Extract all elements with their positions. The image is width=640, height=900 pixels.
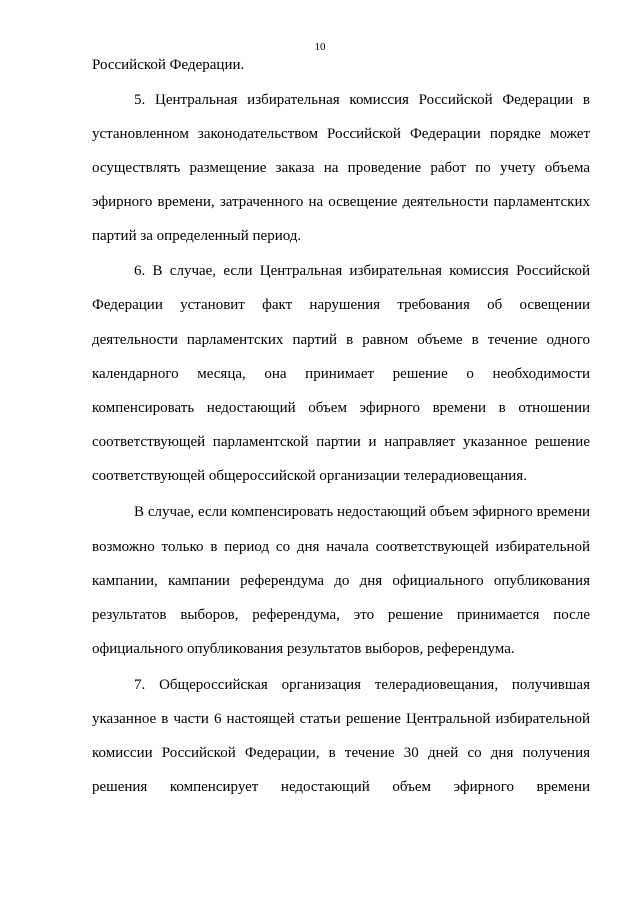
text-line: календарного месяца, она принимает решение о необходимости (92, 366, 590, 382)
text-line: решения компенсирует недостающий объем эфирного времени (92, 779, 590, 795)
text-line: эфирного времени, затраченного на освещение деятельности парламентских (92, 194, 590, 210)
paragraph-6-second-first-line: В случае, если компенсировать недостающий объем эфирного времени (134, 504, 590, 520)
paragraph-6-first-line: 6. В случае, если Центральная избирательная комиссия Российской (134, 263, 590, 279)
text-line: возможно только в период со дня начала соответствующей избирательной (92, 539, 590, 555)
text-line: компенсировать недостающий объем эфирного времени в отношении (92, 400, 590, 416)
text-line: соответствующей парламентской партии и направляет указанное решение (92, 434, 590, 450)
text-line: Федерации установит факт нарушения требования об освещении (92, 297, 590, 313)
text-line: деятельности парламентских партий в равном объеме в течение одного (92, 332, 590, 348)
text-line: установленном законодательством Российской Федерации порядке может (92, 126, 590, 142)
text-line: комиссии Российской Федерации, в течение 30 дней со дня получения (92, 745, 590, 761)
text-line: партий за определенный период. (92, 228, 302, 244)
text-line: осуществлять размещение заказа на проведение работ по учету объема (92, 160, 590, 176)
text-line: соответствующей общероссийской организации телерадиовещания. (92, 468, 527, 484)
text-line: указанное в части 6 настоящей статьи решение Центральной избирательной (92, 711, 590, 727)
text-line: официального опубликования результатов выборов, референдума. (92, 641, 515, 657)
text-line: результатов выборов, референдума, это решение принимается после (92, 607, 590, 623)
paragraph-7-first-line: 7. Общероссийская организация телерадиовещания, получившая (134, 677, 590, 693)
page-number: 10 (314, 41, 326, 53)
text-line: Российской Федерации. (92, 57, 245, 73)
text-line: кампании, кампании референдума до дня официального опубликования (92, 573, 590, 589)
paragraph-5-first-line: 5. Центральная избирательная комиссия Российской Федерации в (134, 92, 590, 108)
